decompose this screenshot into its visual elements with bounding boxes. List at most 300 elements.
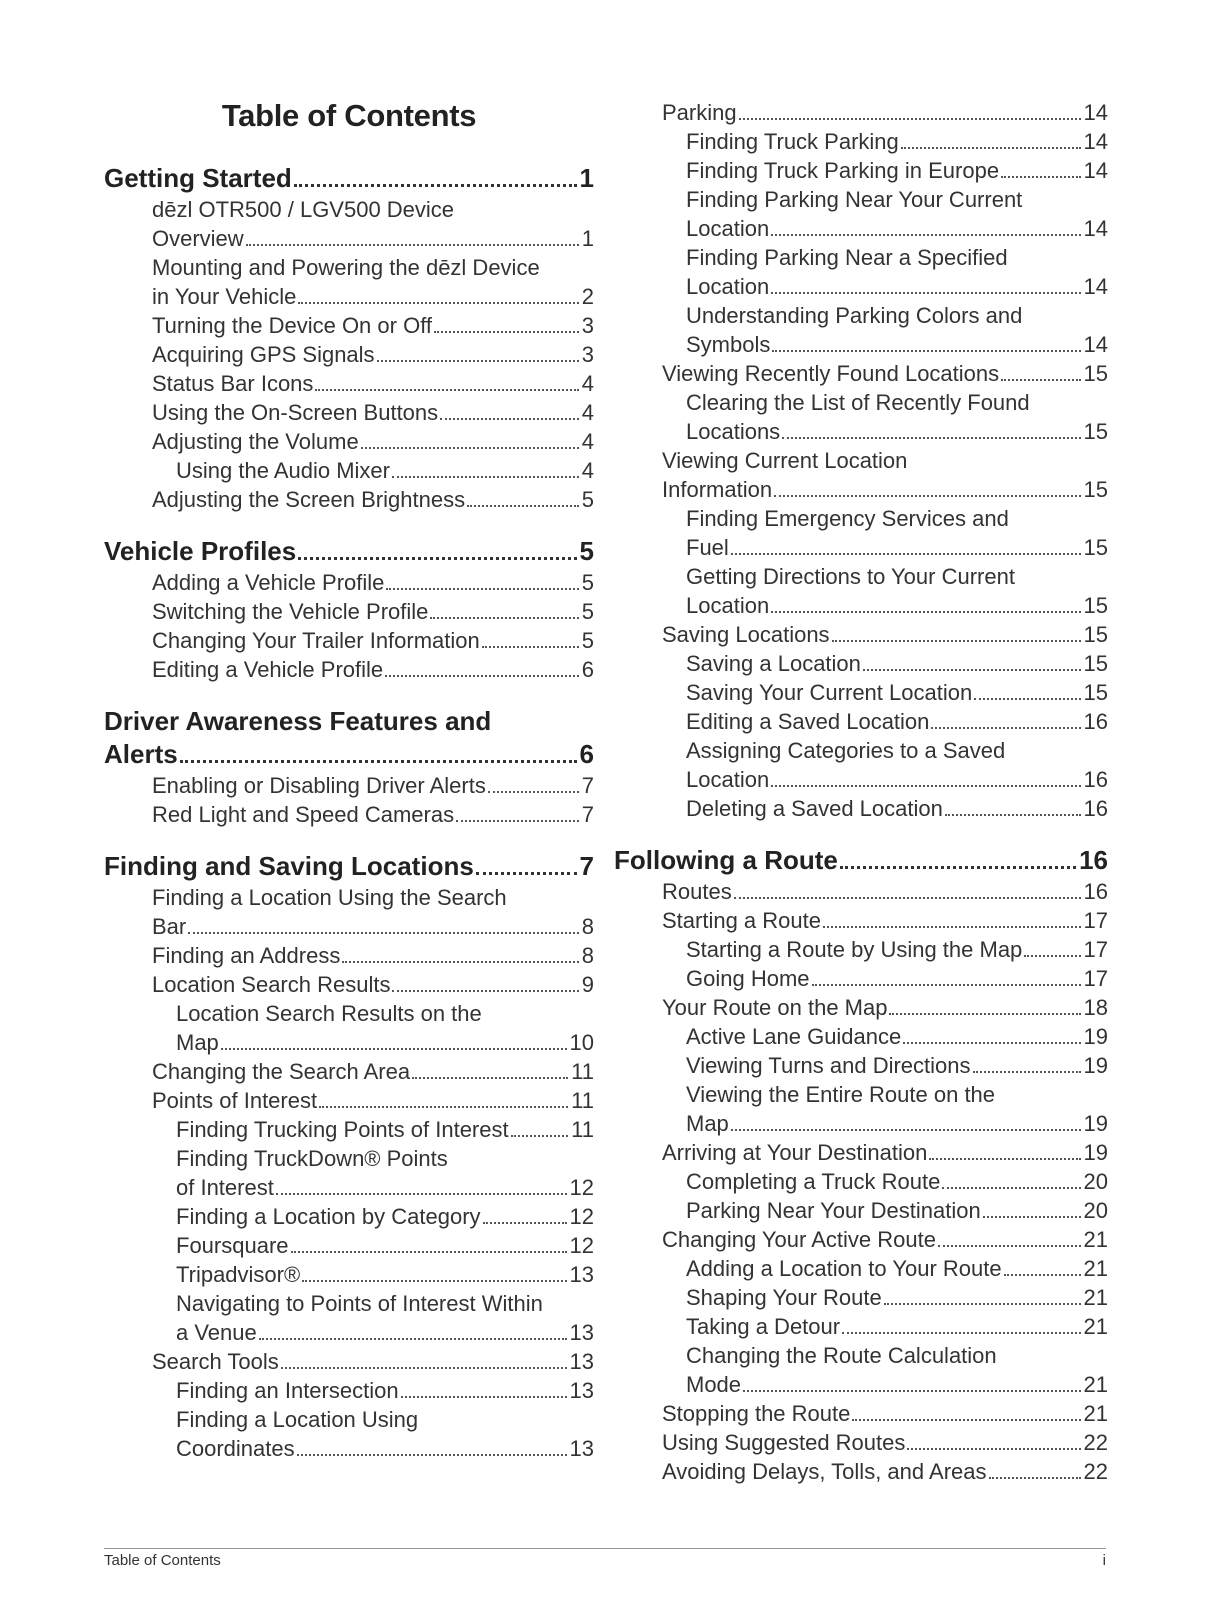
- toc-entry-title: Finding and Saving Locations: [104, 851, 474, 881]
- toc-entry[interactable]: [104, 597, 594, 626]
- dot-leader: [734, 897, 1081, 899]
- toc-page-number: 16: [1083, 767, 1108, 792]
- toc-entry[interactable]: [662, 877, 1108, 906]
- toc-entry-text-line: Finding Parking Near Your Current: [686, 187, 1023, 212]
- toc-entry-title: Parking: [662, 100, 737, 125]
- toc-entry-title: Viewing Recently Found Locations: [662, 361, 1000, 386]
- toc-entry-title: Deleting a Saved Location: [686, 796, 943, 821]
- toc-entry-title: Avoiding Delays, Tolls, and Areas: [662, 1459, 987, 1484]
- dot-leader: [302, 1280, 566, 1282]
- dot-leader: [907, 1448, 1080, 1450]
- toc-entry[interactable]: [104, 655, 594, 684]
- toc-page-number: 13: [569, 1262, 594, 1287]
- toc-entry-title: Switching the Vehicle Profile: [152, 599, 429, 624]
- toc-page-number: 21: [1083, 1372, 1108, 1397]
- toc-page-number: 19: [1083, 1053, 1108, 1078]
- toc-entry[interactable]: [662, 620, 1108, 649]
- toc-entry-text-line: Finding TruckDown® Points: [176, 1146, 448, 1171]
- toc-page-number: 7: [579, 851, 594, 881]
- dot-leader: [456, 820, 579, 822]
- toc-entry[interactable]: [104, 970, 594, 999]
- toc-entry-text-line: Clearing the List of Recently Found: [686, 390, 1030, 415]
- toc-page-number: 20: [1083, 1198, 1108, 1223]
- toc-page-number: 16: [1083, 709, 1108, 734]
- toc-entry-text-line: Assigning Categories to a Saved: [686, 738, 1006, 763]
- dot-leader: [938, 1245, 1081, 1247]
- toc-entry-title: Bar: [152, 914, 187, 939]
- toc-entry-title: Changing Your Active Route: [662, 1227, 936, 1252]
- toc-page-number: 15: [1083, 680, 1108, 705]
- toc-entry-title: Saving Locations: [662, 622, 830, 647]
- toc-entry-title: Foursquare: [176, 1233, 289, 1258]
- toc-page-number: 10: [569, 1030, 594, 1055]
- toc-page-number: 5: [581, 570, 594, 595]
- toc-entry[interactable]: [104, 883, 594, 941]
- dot-leader: [974, 698, 1080, 700]
- toc-entry-text-line: Finding a Location Using: [176, 1407, 419, 1432]
- toc-entry-title: Red Light and Speed Cameras: [152, 802, 455, 827]
- toc-subentry[interactable]: [662, 185, 1108, 243]
- dot-leader: [884, 1303, 1081, 1305]
- toc-entry-title: Your Route on the Map: [662, 995, 888, 1020]
- toc-entry[interactable]: [104, 1057, 594, 1086]
- toc-entry-text-line: Changing the Route Calculation: [686, 1343, 997, 1368]
- toc-subentry[interactable]: [662, 1080, 1108, 1138]
- toc-entry-title: Changing Your Trailer Information: [152, 628, 480, 653]
- dot-leader: [281, 1367, 567, 1369]
- toc-entry[interactable]: [104, 1086, 594, 1115]
- toc-entry[interactable]: [104, 369, 594, 398]
- dot-leader: [929, 1158, 1080, 1160]
- toc-entry-title: Viewing Turns and Directions: [686, 1053, 971, 1078]
- toc-subentry[interactable]: [662, 1022, 1108, 1051]
- dot-leader: [180, 760, 577, 763]
- toc-entry-title: Alerts: [104, 739, 178, 769]
- toc-page-number: 1: [581, 226, 594, 251]
- dot-leader: [931, 727, 1080, 729]
- toc-page-number: 3: [581, 313, 594, 338]
- toc-subentry[interactable]: [662, 935, 1108, 964]
- toc-entry-title: Overview: [152, 226, 244, 251]
- dot-leader: [842, 1332, 1080, 1334]
- dot-leader: [294, 184, 577, 187]
- toc-entry[interactable]: [104, 568, 594, 597]
- dot-leader: [188, 932, 579, 934]
- toc-page-number: 21: [1083, 1256, 1108, 1281]
- dot-leader: [298, 302, 578, 304]
- toc-subentry[interactable]: [662, 964, 1108, 993]
- toc-entry-title: Symbols: [686, 332, 771, 357]
- toc-page-number: 7: [581, 773, 594, 798]
- toc-subentry[interactable]: [104, 1231, 594, 1260]
- toc-subentry[interactable]: [104, 999, 594, 1057]
- toc-section-heading[interactable]: [104, 850, 594, 883]
- toc-entry-title: Points of Interest: [152, 1088, 318, 1113]
- toc-entry-title: Starting a Route by Using the Map: [686, 937, 1023, 962]
- toc-entry[interactable]: [662, 1428, 1108, 1457]
- toc-page-number: 19: [1083, 1024, 1108, 1049]
- toc-entry[interactable]: [104, 771, 594, 800]
- toc-entry-title: Taking a Detour: [686, 1314, 841, 1339]
- toc-subentry[interactable]: [104, 1144, 594, 1202]
- toc-entry-title: Active Lane Guidance: [686, 1024, 902, 1049]
- toc-entry-title: Saving a Location: [686, 651, 861, 676]
- dot-leader: [392, 990, 578, 992]
- toc-subentry[interactable]: [662, 678, 1108, 707]
- dot-leader: [973, 1071, 1081, 1073]
- toc-entry-text-line: Navigating to Points of Interest Within: [176, 1291, 543, 1316]
- toc-entry-title: Adding a Vehicle Profile: [152, 570, 385, 595]
- toc-page-number: 2: [581, 284, 594, 309]
- toc-entry-title: Adjusting the Screen Brightness: [152, 487, 466, 512]
- toc-page-number: 15: [1083, 593, 1108, 618]
- toc-entry-text-line: Viewing Current Location: [662, 448, 908, 473]
- dot-leader: [731, 1129, 1081, 1131]
- toc-page-number: 20: [1083, 1169, 1108, 1194]
- toc-subentry[interactable]: [662, 388, 1108, 446]
- toc-entry-title: Location: [686, 767, 770, 792]
- toc-subentry[interactable]: [104, 1115, 594, 1144]
- toc-page-number: 15: [1083, 361, 1108, 386]
- toc-page-number: 14: [1083, 216, 1108, 241]
- toc-subentry[interactable]: [662, 1283, 1108, 1312]
- toc-entry-title: of Interest: [176, 1175, 274, 1200]
- toc-entry[interactable]: [104, 941, 594, 970]
- dot-leader: [276, 1193, 567, 1195]
- dot-leader: [482, 646, 579, 648]
- toc-entry[interactable]: [662, 1399, 1108, 1428]
- dot-leader: [221, 1048, 567, 1050]
- toc-entry[interactable]: [104, 800, 594, 829]
- toc-page-number: 14: [1083, 129, 1108, 154]
- footer-divider: [104, 1548, 1106, 1549]
- toc-entry-text-line: Location Search Results on the: [176, 1001, 482, 1026]
- toc-entry[interactable]: [104, 427, 594, 456]
- dot-leader: [840, 866, 1076, 869]
- toc-subentry[interactable]: [104, 1260, 594, 1289]
- dot-leader: [942, 1187, 1080, 1189]
- toc-entry[interactable]: [104, 253, 594, 311]
- toc-subentry[interactable]: [662, 1051, 1108, 1080]
- toc-entry-text-line: Mounting and Powering the dēzl Device: [152, 255, 540, 280]
- toc-page-number: 5: [579, 536, 594, 566]
- toc-page-number: 17: [1083, 937, 1108, 962]
- toc-page-number: 4: [581, 400, 594, 425]
- dot-leader: [291, 1251, 567, 1253]
- toc-page-number: 7: [581, 802, 594, 827]
- toc-entry-title: Editing a Vehicle Profile: [152, 657, 384, 682]
- dot-leader: [771, 611, 1080, 613]
- toc-entry-title: Completing a Truck Route: [686, 1169, 941, 1194]
- toc-entry-text-line: Understanding Parking Colors and: [686, 303, 1023, 328]
- toc-entry[interactable]: [662, 446, 1108, 504]
- dot-leader: [467, 505, 579, 507]
- dot-leader: [731, 553, 1081, 555]
- toc-page-number: 5: [581, 599, 594, 624]
- dot-leader: [823, 926, 1081, 928]
- dot-leader: [483, 1222, 567, 1224]
- toc-entry-title: Locations: [686, 419, 781, 444]
- toc-entry-title: Changing the Search Area: [152, 1059, 411, 1084]
- toc-entry[interactable]: [662, 1138, 1108, 1167]
- toc-page-number: 13: [569, 1320, 594, 1345]
- toc-page-number: 4: [581, 458, 594, 483]
- toc-subentry[interactable]: [104, 1376, 594, 1405]
- toc-subentry[interactable]: [662, 794, 1108, 823]
- toc-entry-title: Map: [686, 1111, 729, 1136]
- toc-subentry[interactable]: [662, 562, 1108, 620]
- toc-entry[interactable]: [662, 98, 1108, 127]
- toc-subentry[interactable]: [662, 736, 1108, 794]
- toc-page-number: 16: [1083, 796, 1108, 821]
- toc-entry-title: Location: [686, 216, 770, 241]
- toc-entry-title: a Venue: [176, 1320, 257, 1345]
- toc-page-number: 15: [1083, 477, 1108, 502]
- dot-leader: [386, 588, 578, 590]
- toc-subentry[interactable]: [662, 707, 1108, 736]
- toc-subentry[interactable]: [662, 1167, 1108, 1196]
- toc-entry-title: Saving Your Current Location: [686, 680, 973, 705]
- toc-subentry[interactable]: [662, 156, 1108, 185]
- toc-entry[interactable]: [662, 359, 1108, 388]
- toc-entry-text-line: Viewing the Entire Route on the: [686, 1082, 996, 1107]
- toc-entry[interactable]: [104, 485, 594, 514]
- footer-section-label: Table of Contents: [104, 1552, 221, 1569]
- dot-leader: [315, 389, 578, 391]
- toc-section-heading[interactable]: [104, 705, 594, 771]
- toc-page-number: 16: [1083, 879, 1108, 904]
- toc-subentry[interactable]: [662, 504, 1108, 562]
- toc-entry-title: Location: [686, 274, 770, 299]
- dot-leader: [983, 1216, 1081, 1218]
- toc-subentry[interactable]: [662, 301, 1108, 359]
- dot-leader: [430, 617, 578, 619]
- dot-leader: [440, 418, 579, 420]
- toc-entry-title: in Your Vehicle: [152, 284, 297, 309]
- dot-leader: [771, 234, 1080, 236]
- dot-leader: [812, 984, 1081, 986]
- dot-leader: [511, 1135, 569, 1137]
- toc-entry-title: Finding an Address: [152, 943, 341, 968]
- toc-entry-title: Acquiring GPS Signals: [152, 342, 375, 367]
- dot-leader: [1001, 379, 1080, 381]
- dot-leader: [1024, 955, 1080, 957]
- toc-right-column: [614, 98, 1108, 1486]
- toc-entry[interactable]: [104, 195, 594, 253]
- toc-page-number: 22: [1083, 1459, 1108, 1484]
- toc-page-number: 9: [581, 972, 594, 997]
- dot-leader: [945, 814, 1081, 816]
- toc-entry[interactable]: [104, 1347, 594, 1376]
- toc-subentry[interactable]: [662, 243, 1108, 301]
- toc-entry[interactable]: [662, 1457, 1108, 1486]
- toc-entry-title: Using the On-Screen Buttons: [152, 400, 439, 425]
- toc-entry-title: Stopping the Route: [662, 1401, 851, 1426]
- toc-page-number: 5: [581, 487, 594, 512]
- toc-entry-title: Location Search Results: [152, 972, 391, 997]
- toc-entry-title: Mode: [686, 1372, 742, 1397]
- toc-entry-title: Starting a Route: [662, 908, 821, 933]
- toc-page-number: 18: [1083, 995, 1108, 1020]
- toc-entry-title: Finding Truck Parking in Europe: [686, 158, 1000, 183]
- toc-entry-title: Using Suggested Routes: [662, 1430, 906, 1455]
- toc-entry-title: Map: [176, 1030, 219, 1055]
- toc-page-number: 15: [1083, 651, 1108, 676]
- toc-subentry[interactable]: [662, 649, 1108, 678]
- toc-page-number: 15: [1083, 419, 1108, 444]
- dot-leader: [342, 961, 578, 963]
- toc-entry-text-line: dēzl OTR500 / LGV500 Device: [152, 197, 455, 222]
- toc-page-number: 8: [581, 943, 594, 968]
- page-title: Table of Contents: [221, 98, 477, 133]
- toc-subentry[interactable]: [104, 1289, 594, 1347]
- toc-entry-title: Editing a Saved Location: [686, 709, 930, 734]
- toc-entry-text-line: Finding Emergency Services and: [686, 506, 1009, 531]
- toc-page-number: 4: [581, 371, 594, 396]
- toc-entry-text-line: Driver Awareness Features and: [104, 706, 492, 736]
- toc-section-heading[interactable]: [104, 535, 594, 568]
- toc-entry-title: Shaping Your Route: [686, 1285, 882, 1310]
- toc-entry-title: Adding a Location to Your Route: [686, 1256, 1002, 1281]
- dot-leader: [297, 1454, 567, 1456]
- dot-leader: [392, 476, 579, 478]
- toc-subentry[interactable]: [662, 1341, 1108, 1399]
- toc-page-number: 11: [571, 1059, 594, 1084]
- toc-subentry[interactable]: [662, 127, 1108, 156]
- toc-entry-text-line: Finding Parking Near a Specified: [686, 245, 1008, 270]
- toc-page-number: 3: [581, 342, 594, 367]
- dot-leader: [901, 147, 1081, 149]
- toc-page-number: 14: [1083, 100, 1108, 125]
- toc-page-number: 14: [1083, 332, 1108, 357]
- dot-leader: [434, 331, 579, 333]
- toc-page-number: 13: [569, 1378, 594, 1403]
- toc-entry-title: Fuel: [686, 535, 729, 560]
- toc-page-number: 22: [1083, 1430, 1108, 1455]
- footer-page-number: i: [1102, 1552, 1106, 1569]
- dot-leader: [832, 640, 1081, 642]
- toc-subentry[interactable]: [662, 1312, 1108, 1341]
- toc-page-number: 12: [569, 1175, 594, 1200]
- toc-entry[interactable]: [104, 311, 594, 340]
- toc-page-number: 13: [569, 1436, 594, 1461]
- toc-entry-title: Adjusting the Volume: [152, 429, 359, 454]
- toc-entry[interactable]: [662, 906, 1108, 935]
- toc-subentry[interactable]: [104, 456, 594, 485]
- dot-leader: [361, 447, 579, 449]
- toc-section-heading[interactable]: [104, 162, 594, 195]
- toc-page-number: 21: [1083, 1314, 1108, 1339]
- dot-leader: [771, 292, 1080, 294]
- toc-entry[interactable]: [104, 340, 594, 369]
- toc-section-heading[interactable]: [614, 844, 1108, 877]
- dot-leader: [259, 1338, 567, 1340]
- dot-leader: [863, 669, 1081, 671]
- toc-subentry[interactable]: [104, 1405, 594, 1463]
- toc-entry-title: Search Tools: [152, 1349, 279, 1374]
- toc-page-number: 21: [1083, 1285, 1108, 1310]
- toc-page-number: 13: [569, 1349, 594, 1374]
- toc-page-number: 5: [581, 628, 594, 653]
- toc-page-number: 15: [1083, 535, 1108, 560]
- dot-leader: [476, 872, 577, 875]
- toc-page-number: 14: [1083, 158, 1108, 183]
- toc-entry-title: Following a Route: [614, 845, 838, 875]
- dot-leader: [488, 791, 579, 793]
- dot-leader: [772, 350, 1080, 352]
- toc-page-number: 11: [571, 1117, 594, 1142]
- toc-subentry[interactable]: [104, 1202, 594, 1231]
- dot-leader: [782, 437, 1080, 439]
- toc-entry-title: Turning the Device On or Off: [152, 313, 433, 338]
- toc-page-number: 8: [581, 914, 594, 939]
- toc-entry-title: Using the Audio Mixer: [176, 458, 390, 483]
- toc-page-number: 17: [1083, 966, 1108, 991]
- toc-entry-title: Location: [686, 593, 770, 618]
- dot-leader: [298, 557, 576, 560]
- toc-entry-title: Routes: [662, 879, 732, 904]
- toc-page-number: 15: [1083, 622, 1108, 647]
- toc-entry-title: Tripadvisor®: [176, 1262, 301, 1287]
- dot-leader: [903, 1042, 1080, 1044]
- dot-leader: [852, 1419, 1080, 1421]
- toc-entry-title: Information: [662, 477, 773, 502]
- toc-entry[interactable]: [662, 1225, 1108, 1254]
- toc-page-number: 17: [1083, 908, 1108, 933]
- toc-entry-title: Finding an Intersection: [176, 1378, 399, 1403]
- toc-entry-title: Finding Truck Parking: [686, 129, 899, 154]
- toc-subentry[interactable]: [662, 1196, 1108, 1225]
- toc-entry-title: Coordinates: [176, 1436, 295, 1461]
- dot-leader: [989, 1477, 1081, 1479]
- toc-page-number: 16: [1079, 845, 1108, 875]
- toc-page-number: 11: [571, 1088, 594, 1113]
- toc-page-number: 4: [581, 429, 594, 454]
- toc-entry-title: Parking Near Your Destination: [686, 1198, 981, 1223]
- toc-page-number: 14: [1083, 274, 1108, 299]
- dot-leader: [401, 1396, 567, 1398]
- toc-page-number: 19: [1083, 1140, 1108, 1165]
- toc-entry-title: Arriving at Your Destination: [662, 1140, 928, 1165]
- toc-entry-title: Status Bar Icons: [152, 371, 314, 396]
- dot-leader: [246, 244, 579, 246]
- dot-leader: [385, 675, 579, 677]
- toc-entry[interactable]: [104, 626, 594, 655]
- toc-page-number: 21: [1083, 1401, 1108, 1426]
- toc-entry-title: Finding Trucking Points of Interest: [176, 1117, 509, 1142]
- dot-leader: [319, 1106, 568, 1108]
- dot-leader: [889, 1013, 1080, 1015]
- toc-page-number: 19: [1083, 1111, 1108, 1136]
- toc-subentry[interactable]: [662, 1254, 1108, 1283]
- dot-leader: [774, 495, 1080, 497]
- toc-entry-title: Finding a Location by Category: [176, 1204, 481, 1229]
- toc-entry-title: Getting Started: [104, 163, 292, 193]
- toc-entry-text-line: Getting Directions to Your Current: [686, 564, 1015, 589]
- toc-entry[interactable]: [662, 993, 1108, 1022]
- toc-entry[interactable]: [104, 398, 594, 427]
- toc-page-number: 21: [1083, 1227, 1108, 1252]
- toc-entry-text-line: Finding a Location Using the Search: [152, 885, 507, 910]
- dot-leader: [377, 360, 579, 362]
- toc-page-number: 6: [579, 739, 594, 769]
- toc-page-number: 12: [569, 1204, 594, 1229]
- dot-leader: [412, 1077, 568, 1079]
- dot-leader: [743, 1390, 1080, 1392]
- dot-leader: [1001, 176, 1080, 178]
- toc-page-number: 12: [569, 1233, 594, 1258]
- toc-entry-title: Vehicle Profiles: [104, 536, 297, 566]
